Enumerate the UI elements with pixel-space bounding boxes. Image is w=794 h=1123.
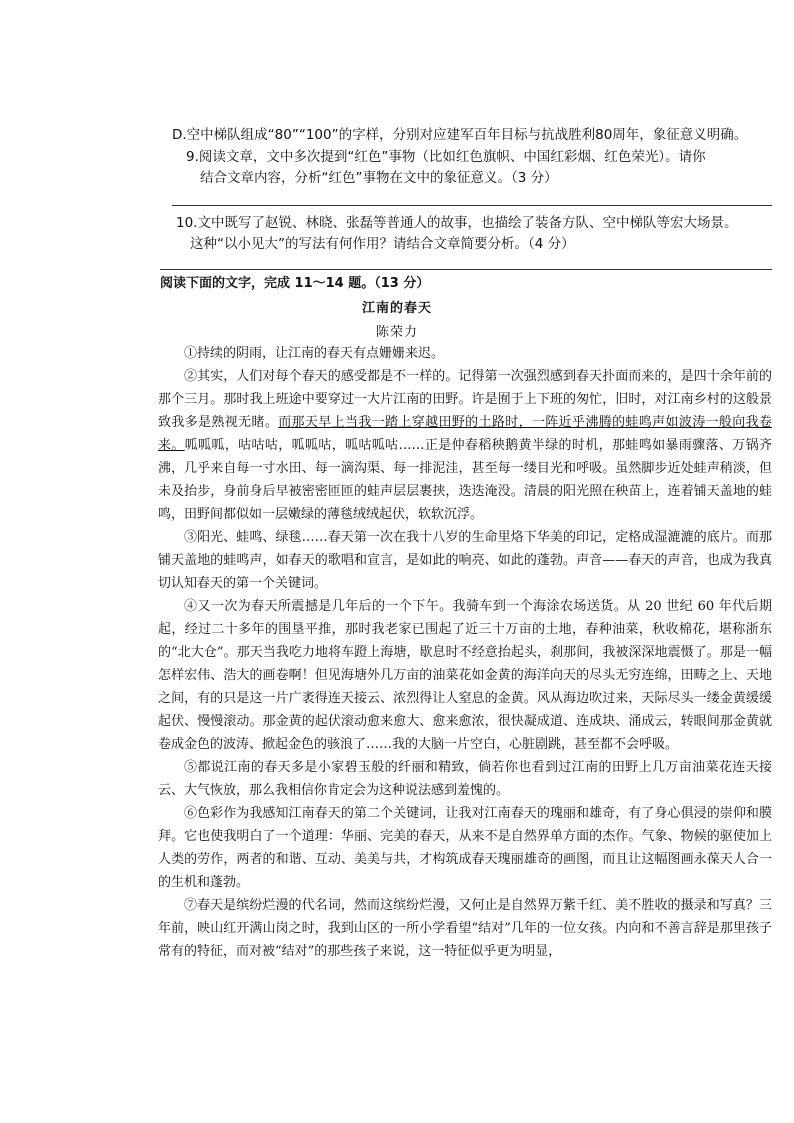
paragraph-2-text-b: 呱呱呱，咕咕咕，呱呱咕，呱咕呱咕……正是仲春稻秧鹅黄半绿的时机，那蛙鸣如暴雨骤落、万锅齐沸，几乎来自每一寸水田、每一滴沟渠、每一排泥洼，甚至每一缕目光和呼吸。虽然脚步近处蛙声稍淡，但未及抬步，身前身后早被密密匝匝的蛙声层层裹挟，迭迭淹没。清晨的阳光照在秧苗上，连着铺天盖地的蛙鸣，田野间都似如一层嫩绿的薄毯绒绒起伏，软软沉浮。 — [158, 438, 772, 522]
paragraph-2 — [158, 365, 772, 526]
question-9-line1: 9.阅读文章，文中多次提到“红色”事物（比如红色旗帜、中国红彩烟、红色荣光）。请你 — [186, 149, 706, 165]
article-body — [158, 342, 772, 963]
paragraph-1: ①持续的阴雨，让江南的春天有点姗姗来迟。 — [184, 346, 445, 361]
question-10-line2: 这种“以小见大”的写法有何作用？请结合文章简要分析。（4 分） — [190, 236, 575, 252]
paragraph-5: ⑤都说江南的春天多是小家碧玉般的纤丽和精致，倘若你也看到过江南的田野上几万亩油菜花连天接云、大气恢放，那么我相信你肯定会为这种说法感到羞愧的。 — [158, 760, 772, 798]
reading-instruction: 阅读下面的文字，完成 11～14 题。（13 分） — [160, 276, 430, 291]
answer-line-q10 — [160, 269, 772, 270]
paragraph-4: ④又一次为春天所震撼是几年后的一个下午。我骑车到一个海涂农场送货。从 20 世纪 60 年代后期起，经过二十多年的围垦平推，那时我老家已围起了近三十万亩的土地，春种油菜，秋收棉花，堪称浙东的“北大仓”。那天当我吃力地将车蹬上海塘，歇息时不经意抬起头，刹那间，我被深深地震慑了。那是一幅怎样宏伟、浩大的画卷啊！但见海塘外几万亩的油菜花如金黄的海洋向天的尽头无穷连绵，田畴之上、天地之间，有的只是这一片广袤得连天接云、浓烈得让人窒息的金黄。风从海边吹过来，天际尽头一缕金黄缓缓起伏、慢慢滚动。那金黄的起伏滚动愈来愈大、愈来愈浓，很快凝成道、连成块、涌成云，转眼间那金黄就卷成金色的波涛、掀起金色的骇浪了……我的大脑一片空白，心脏剧跳，甚至都不会呼吸。 — [158, 599, 772, 752]
question-10-line1: 10.文中既写了赵锐、林晓、张磊等普通人的故事，也描绘了装备方队、空中梯队等宏大场景。 — [176, 215, 738, 231]
paragraph-2-text-a: ②其实，人们对每个春天的感受都是不一样的。记得第一次强烈感到春天扑面而来的，是四十余年前的那个三月。那时我上班途中要穿过一大片江南的田野。许是囿于上下班的匆忙，旧时，对江南乡村的这般景致我多是熟视无睹。 — [158, 369, 772, 430]
question-option-d: D.空中梯队组成“80”“100”的字样，分别对应建军百年目标与抗战胜利80周年，象征意义明确。 — [172, 127, 748, 143]
article-title: 江南的春天 — [361, 301, 432, 316]
question-9-line2: 结合文章内容，分析“红色”事物在文中的象征意义。（3 分） — [200, 170, 558, 186]
underlined-sentence: 而那天早上当我一踏上穿越田野的土路时，一阵近乎沸腾的蛙鸣声如波涛一般向我卷来。 — [158, 415, 772, 453]
answer-line-q9 — [172, 205, 772, 206]
article-author: 陈荣力 — [375, 325, 418, 340]
paragraph-7: ⑦春天是缤纷烂漫的代名词，然而这缤纷烂漫，又何止是自然界万紫千红、美不胜收的摄录和写真？三年前，映山红开满山岗之时，我到山区的一所小学看望“结对”几年的一位女孩。内向和不善言辞是那里孩子常有的特征，而对被“结对”的那些孩子来说，这一特征似乎更为明显， — [158, 898, 772, 959]
paragraph-3: ③阳光、蛙鸣、绿毯……春天第一次在我十八岁的生命里烙下华美的印记，定格成湿漉漉的底片。而那铺天盖地的蛙鸣声，如春天的歌唱和宣言，是如此的响亮、如此的蓬勃。声音——春天的声音，也成为我真切认知春天的第一个关键词。 — [158, 530, 772, 591]
paragraph-6: ⑥色彩作为我感知江南春天的第二个关键词，让我对江南春天的瑰丽和雄奇，有了身心俱浸的崇仰和膜拜。它也使我明白了一个道理：华丽、完美的春天，从来不是自然界单方面的杰作。气象、物候的驱使加上人类的劳作，两者的和谐、互动、美美与共，才构筑成春天瑰丽雄奇的画图，而且让这幅图画永葆天人合一的生机和蓬勃。 — [158, 806, 772, 890]
